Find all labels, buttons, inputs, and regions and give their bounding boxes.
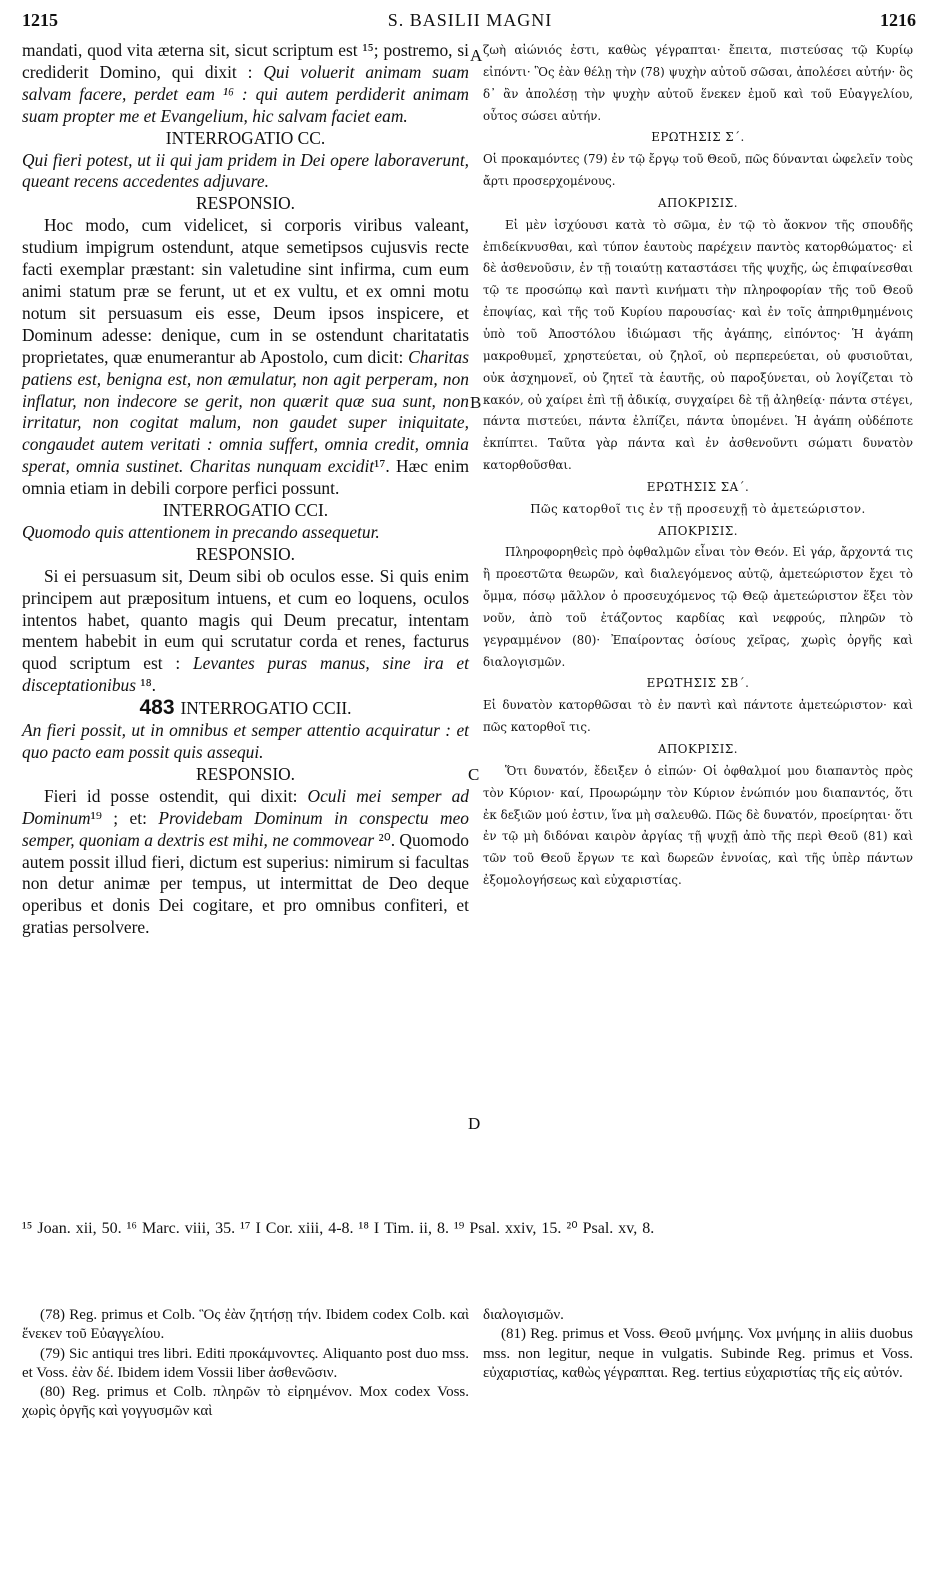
latin-paragraph bbox=[22, 40, 469, 128]
latin-text: Fieri id posse ostendit, qui dixit: bbox=[44, 785, 298, 806]
question-heading: ΕΡΩΤΗΣΙΣ ΣΒ΄. bbox=[646, 676, 750, 691]
page-header bbox=[0, 10, 940, 34]
question-text: Εἰ δυνατὸν κατορθῶσαι τὸ ἐν παντὶ καὶ πάντοτε ἀμετεώριστον· καὶ πῶς κατορθοῖ τις. bbox=[483, 698, 913, 735]
latin-text: Si ei persuasum sit, Deum sibi ob oculos esse. Si quis enim principem aut præpositum intuens, et cum eo loquens, oculos intentos habet, quanto magis qui Deum precatur, intentam mentem habebit in eum qui scrutatur corda et renes, facturus quod scriptum est : bbox=[22, 565, 469, 674]
question-text: Quomodo quis attentionem in precando assequetur. bbox=[22, 521, 380, 542]
footnote-continuation: διαλογισμῶν. bbox=[483, 1307, 564, 1323]
question-heading: ΕΡΩΤΗΣΙΣ ΣΑ΄. bbox=[646, 479, 750, 494]
latin-text: Hoc modo, cum videlicet, si corporis viribus valeant, studium impigrum ostendunt, atque semetipsos cujusvis recte facti exemplar præstant: sin valetudine sint infirma, cum eum animi statum præ se ferunt, ut et ex vultu, et ex omni motu notum sit persuasum eis esse, Deum ipsos inspicere, et Dominum adesse: denique, cum in se ostendunt charitatatis proprietates, quæ enumerantur ab Apostolo, cum dicit: bbox=[22, 215, 469, 367]
response-heading: RESPONSIO. bbox=[195, 543, 296, 564]
greek-paragraph: Ὅτι δυνατόν, ἔδειξεν ὁ εἰπών· Οἱ ὀφθαλμοί μου διαπαντὸς πρὸς τὸν Κύριον· καί, Προωρώμην τὸν Κύριον ἐνώπιόν μου διαπαντός, ὅτι ἐκ δεξιῶν μού ἐστιν, ἵνα μὴ σαλευθῶ. Πῶς δὲ δυνατόν, προείρηται· ὅτι ἐν τῷ μὴ διδόναι καιρὸν ἀργίας τῇ ψυχῇ ἀπὸ τῆς περὶ Θεοῦ (81) καὶ τῶν τοῦ Θεοῦ ἔργων τε καὶ δωρεῶν ἐννοίας, καὶ τῆς ὑπὲρ πάντων ἐξομολογήσεως καὶ εὐχαριστίας. bbox=[483, 763, 913, 888]
scripture-references: ¹⁵ Joan. xii, 50. ¹⁶ Marc. viii, 35. ¹⁷ I Cor. xiii, 4-8. ¹⁸ I Tim. ii, 8. ¹⁹ Psal. xxiv, 15. ²⁰ Psal. xv, 8. bbox=[22, 1220, 655, 1237]
latin-quote: Providebam Dominum in conspectu meo semper, quoniam a dextris est mihi, ne commovear bbox=[22, 807, 469, 850]
latin-text: ¹⁷. Hæc enim omnia etiam in debili corpore perfici possunt. bbox=[22, 456, 469, 499]
greek-paragraph: Εἰ μὲν ἰσχύουσι κατὰ τὸ σῶμα, ἐν τῷ τὸ ἄοκνον τῆς σπουδῆς ἐπιδείκνυσθαι, καὶ τύπον ἑαυτοὺς παρέχειν παντὸς κατορθώματος· εἰ δὲ ἀσθενοῦσιν, ἐν τῇ τοιαύτῃ καταστάσει τῆς ψυχῆς, ὡς ἐπιφαίνεσθαι τῷ τε προσώπῳ καὶ παντὶ κινήματι τὴν πληροφορίαν τῆς τοῦ Θεοῦ ἐποψίας, καὶ τῆς τοῦ Κυρίου παρουσίας· καὶ ἐν τοῖς ἀπηριθμημένοις ὑπὸ τοῦ Ἀποστόλου ἰδιώμασι τῆς ἀγάπης, εἰπόντος· Ἡ ἀγάπη μακροθυμεῖ, χρηστεύεται, οὐ ζηλοῖ, οὐ περπερεύεται, οὐ φυσιοῦται, οὐκ ἀσχημονεῖ, οὐ ζητεῖ τὰ ἑαυτῆς, οὐ παροξύνεται, οὐ λογίζεται τὸ κακόν, οὐ χαίρει ἐπὶ τῇ ἀδικίᾳ, συγχαίρει δὲ τῇ ἀληθείᾳ· πάντα στέγει, πάντα πιστεύει, πάντα ἐλπίζει, πάντα ὑπομένει. Ἡ ἀγάπη οὐδέποτε ἐκπίπτει. Ταῦτα γὰρ πάντα καὶ ἐν ἀσθενοῦντι σώματι δυνατὸν κατορθοῦσθαι. bbox=[483, 217, 913, 473]
greek-paragraph: ζωὴ αἰώνιός ἐστι, καθὼς γέγραπται· ἔπειτα, πιστεύσας τῷ Κυρίῳ εἰπόντι· Ὃς ἐὰν θέλῃ τὴν (78) ψυχὴν αὐτοῦ σῶσαι, ἀπολέσει αὐτήν· ὃς δ᾽ ἂν ἀπολέσῃ τὴν ψυχὴν αὐτοῦ ἕνεκεν ἐμοῦ καὶ τοῦ Εὐαγγελίου, οὗτος σώσει αὐτήν. bbox=[483, 43, 913, 123]
latin-text: ²⁰. Quomodo autem possit illud fieri, dictum est superius: nimirum si facultas non detur animæ per tempus, ut intermittat de Deo deque operibus et donis Dei cogitare, et pro omnibus confiteri, et gratias persolvere. bbox=[22, 829, 469, 938]
latin-quote: Charitas patiens est, benigna est, non æmulatur, non agit perperam, non inflatur, non indecore se gerit, non quærit quæ sua sunt, non irritatur, non cogitat malum, non gaudet super iniquitate, congaudet autem veritati : omnia suffert, omnia credit, omnia sperat, omnia sustinet. Charitas nunquam excidit bbox=[22, 346, 469, 477]
question-heading: ΕΡΩΤΗΣΙΣ Σ΄. bbox=[651, 130, 745, 145]
margin-letter-b: B bbox=[470, 393, 482, 412]
footnote: (78) Reg. primus et Colb. Ὃς ἐὰν ζητήσῃ τήν. Ibidem codex Colb. καὶ ἕνεκεν τοῦ Εὐαγγελίου. bbox=[22, 1307, 469, 1343]
column-number: 483 bbox=[139, 696, 175, 720]
question-text: Οἱ προκαμόντες (79) ἐν τῷ ἔργῳ τοῦ Θεοῦ, πῶς δύνανται ὠφελεῖν τοὺς ἄρτι προσερχομένους. bbox=[483, 152, 913, 189]
question-heading: INTERROGATIO CC. bbox=[165, 127, 326, 148]
footnote: (81) Reg. primus et Voss. Θεοῦ μνήμης. Vox μνήμης in aliis duobus mss. non legitur, neque in vulgatis. Subinde Reg. primus et Voss. εὐχαριστίας, καθὼς γέγραπται. Reg. tertius εὐχαριστίας τῆς εἰς αὐτόν. bbox=[483, 1326, 913, 1381]
question-text: Πῶς κατορθοῖ τις ἐν τῇ προσευχῇ τὸ ἀμετεώριστον. bbox=[530, 501, 866, 516]
page-number-left: 1215 bbox=[22, 10, 58, 30]
notes-right bbox=[483, 1306, 913, 1383]
latin-quote: Levantes puras manus, sine ira et disceptationibus bbox=[22, 653, 469, 696]
response-heading: RESPONSIO. bbox=[195, 193, 296, 214]
latin-paragraph bbox=[22, 566, 469, 697]
notes-left bbox=[22, 1306, 469, 1422]
question-heading-text: INTERROGATIO CCII. bbox=[180, 698, 352, 719]
latin-paragraph bbox=[22, 786, 469, 939]
margin-letter-a: A bbox=[470, 46, 483, 65]
page-number-right: 1216 bbox=[880, 10, 916, 30]
response-heading: RESPONSIO. bbox=[195, 763, 296, 784]
question-text: An fieri possit, ut in omnibus et semper attentio acquiratur : et quo pacto eam possit quis assequi. bbox=[22, 720, 469, 762]
latin-text: ¹⁸. bbox=[140, 675, 156, 696]
response-heading: ΑΠΟΚΡΙΣΙΣ. bbox=[658, 742, 738, 756]
latin-paragraph bbox=[22, 215, 469, 500]
latin-text: mandati, quod vita æterna sit, sicut scriptum est ¹⁵; postremo, si crediderit Domino, qui dixit : bbox=[22, 40, 469, 82]
footnote: (79) Sic antiqui tres libri. Editi προκάμνοντες. Aliquanto post duo mss. et Voss. ἐὰν δέ. Ibidem idem Vossii liber ἀσθενῶσιν. bbox=[22, 1345, 469, 1381]
greek-paragraph: Πληροφορηθεὶς πρὸ ὀφθαλμῶν εἶναι τὸν Θεόν. Εἰ γάρ, ἄρχοντά τις ἢ προεστῶτα θεωρῶν, καὶ διαλεγόμενος αὐτῷ, ἀμετεώριστον ἔχει τὸ ὄμμα, πόσῳ μᾶλλον ὁ προσευχόμενος τῷ Θεῷ ἀμετεώριστον ἕξει τὸν νοῦν, ἀπὸ τοῦ ἐτάζοντος καρδίας καὶ νεφρούς, πληρῶν τὸ γεγραμμένον (80)· Ἐπαίροντας ὁσίους χεῖρας, χωρὶς ὀργῆς καὶ διαλογισμῶν. bbox=[483, 545, 913, 669]
footnote: (80) Reg. primus et Colb. πληρῶν τὸ εἰρημένον. Mox codex Voss. χωρὶς ὀργῆς καὶ γογγυσμῶν καὶ bbox=[22, 1384, 469, 1420]
latin-quote: Oculi mei semper ad Dominum bbox=[22, 785, 469, 828]
response-heading: ΑΠΟΚΡΙΣΙΣ. bbox=[658, 195, 738, 210]
question-text: Qui fieri potest, ut ii qui jam pridem in Dei opere laboraverunt, queant recens accedentes adjuvare. bbox=[22, 149, 469, 192]
response-heading: ΑΠΟΚΡΙΣΙΣ. bbox=[658, 523, 738, 538]
margin-letter-d: D bbox=[468, 1114, 481, 1133]
question-heading bbox=[22, 697, 469, 720]
question-heading: INTERROGATIO CCI. bbox=[162, 500, 329, 521]
running-title: S. BASILII MAGNI bbox=[387, 10, 553, 30]
margin-letter-c: C bbox=[468, 765, 480, 784]
greek-column bbox=[483, 40, 913, 892]
latin-text: ¹⁹ ; et: bbox=[90, 807, 147, 828]
latin-quote: Qui voluerit animam suam salvam facere, perdet eam ¹⁶ : qui autem perdiderit animam suam propter me et Evangelium, hic salvam faciet eam. bbox=[22, 61, 469, 126]
latin-column bbox=[22, 40, 469, 939]
